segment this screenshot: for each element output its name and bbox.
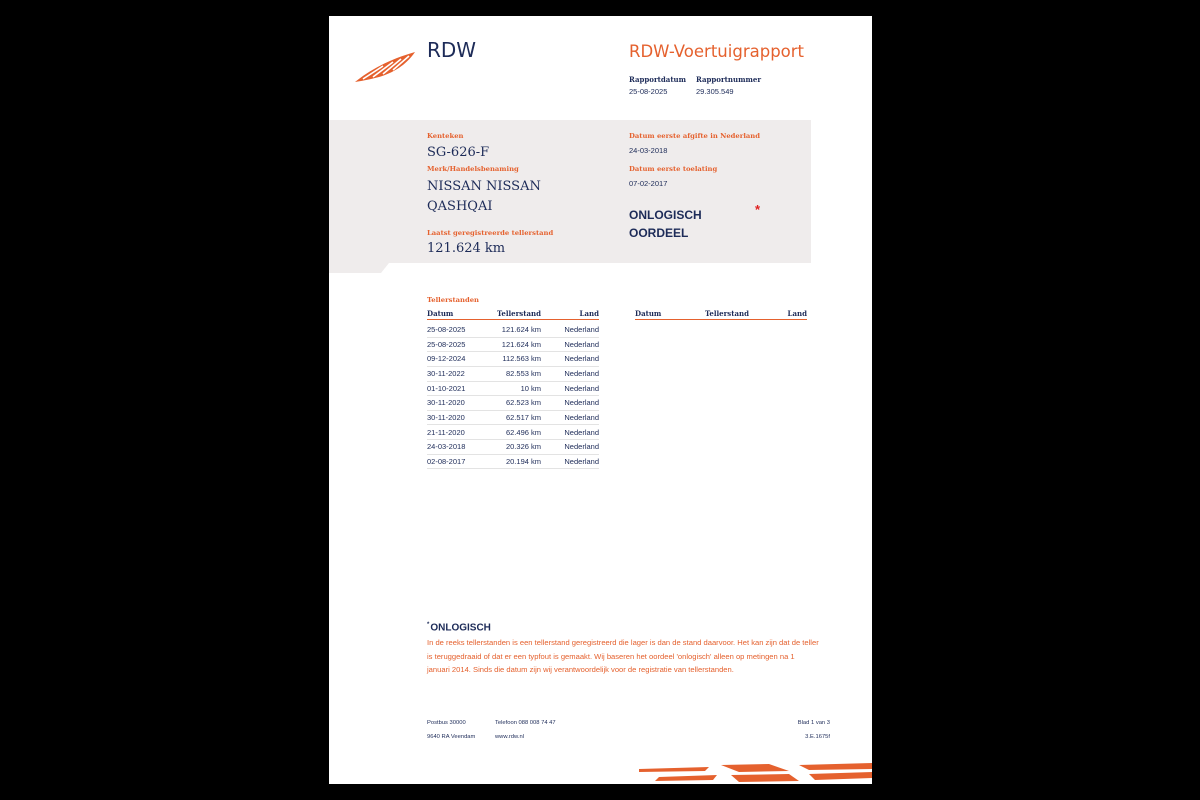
rdw-stripes-logo-icon [639, 761, 872, 784]
col-date-header: Datum [427, 309, 454, 318]
row-reading: 82.553 km [505, 368, 541, 378]
make-value-line2: QASHQAI [427, 199, 493, 214]
row-date: 30-11-2020 [427, 412, 465, 422]
note-text: In de reeks tellerstanden is een tellerstand geregistreerd die lager is dan de stand daarvoor. Het kan zijn dat de teller is teruggedraaid of dat er een typfout is gemaakt. Wij baseren het oordeel 'onlogisch' alleen op metingen na 1 januari 2014. Sinds die datum zijn wij verantwoordelijk voor de registratie van tellerstanden. [427, 638, 819, 675]
plate-value: SG-626-F [427, 145, 490, 160]
make-label: Merk/Handelsbenaming [427, 165, 519, 173]
col-country-header: Land [579, 309, 599, 318]
table-row [427, 322, 599, 338]
row-date: 25-08-2025 [427, 339, 466, 349]
table-row [427, 337, 599, 353]
vehicle-summary-panel [329, 120, 811, 263]
plate-label: Kenteken [427, 132, 464, 140]
row-date: 09-12-2024 [427, 354, 466, 364]
table-row [427, 381, 599, 397]
col-reading-header-right: Tellerstand [704, 309, 749, 318]
first-issue-nl-value: 24-03-2018 [629, 146, 668, 155]
row-date: 25-08-2025 [427, 325, 466, 334]
note-title [427, 622, 491, 633]
make-value-line1: NISSAN NISSAN [427, 179, 541, 194]
footer-phone: Telefoon 088 008 74 47 [495, 720, 556, 726]
row-reading: 10 km [520, 383, 541, 393]
row-date: 21-11-2020 [427, 427, 465, 437]
odometer-table-title: Tellerstanden [427, 296, 480, 304]
row-country: Nederland [564, 325, 599, 334]
first-admission-label: Datum eerste toelating [629, 165, 718, 173]
row-country: Nederland [564, 368, 599, 378]
table-row [427, 439, 599, 455]
row-reading: 62.496 km [505, 427, 541, 437]
row-date: 30-11-2022 [427, 368, 465, 378]
report-page [329, 16, 872, 784]
odometer-table-header [427, 309, 599, 320]
row-date: 30-11-2020 [427, 398, 465, 408]
row-reading: 20.326 km [505, 442, 541, 452]
report-number-label: Rapportnummer [696, 75, 762, 84]
row-date: 02-08-2017 [427, 456, 466, 466]
verdict-marker: * [755, 202, 761, 217]
table-row [427, 454, 599, 470]
row-country: Nederland [564, 456, 599, 466]
report-title: RDW-Voertuigrapport [629, 42, 805, 61]
row-date: 01-10-2021 [427, 383, 466, 393]
footer-website[interactable]: www.rdw.nl [495, 734, 524, 740]
brand-name: RDW [427, 38, 477, 62]
footer-address1: Postbus 30000 [427, 720, 466, 726]
row-country: Nederland [564, 398, 599, 408]
row-reading: 121.624 km [501, 325, 541, 334]
first-issue-nl-label: Datum eerste afgifte in Nederland [629, 132, 761, 140]
table-row [427, 366, 599, 382]
table-row [427, 395, 599, 411]
odometer-label: Laatst geregistreerde tellerstand [427, 229, 554, 237]
first-admission-value: 07-02-2017 [629, 179, 668, 188]
row-country: Nederland [564, 383, 599, 393]
row-country: Nederland [564, 427, 599, 437]
row-reading: 121.624 km [501, 339, 541, 349]
table-row [427, 425, 599, 441]
table-row [427, 351, 599, 367]
panel-tab-shape [329, 263, 389, 273]
report-date-label: Rapportdatum [629, 75, 687, 84]
row-country: Nederland [564, 339, 599, 349]
row-reading: 20.194 km [505, 456, 541, 466]
verdict [629, 206, 702, 242]
odometer-table-header-right [635, 309, 807, 320]
row-reading: 112.563 km [502, 354, 541, 364]
note-title-text: ONLOGISCH [430, 622, 491, 634]
table-row [427, 410, 599, 426]
row-country: Nederland [564, 354, 599, 364]
report-date: 25-08-2025 [629, 87, 668, 96]
odometer-value: 121.624 km [427, 241, 506, 256]
verdict-line2: OORDEEL [629, 226, 689, 240]
verdict-line1: ONLOGISCH [629, 208, 702, 222]
col-reading-header: Tellerstand [496, 309, 541, 318]
col-date-header-right: Datum [635, 309, 662, 318]
footer-page: Blad 1 van 3 [797, 720, 830, 726]
footer-address2: 9640 RA Veendam [427, 734, 476, 740]
row-country: Nederland [564, 442, 599, 452]
row-reading: 62.517 km [505, 412, 541, 422]
footer-code: 3.E.1675f [805, 734, 830, 740]
row-reading: 62.523 km [505, 398, 541, 408]
note-marker: * [427, 622, 430, 628]
row-date: 24-03-2018 [427, 442, 466, 452]
report-number: 29.305.549 [696, 87, 734, 96]
rdw-feather-logo-icon [353, 50, 417, 84]
col-country-header-right: Land [787, 309, 807, 318]
row-country: Nederland [564, 412, 599, 422]
